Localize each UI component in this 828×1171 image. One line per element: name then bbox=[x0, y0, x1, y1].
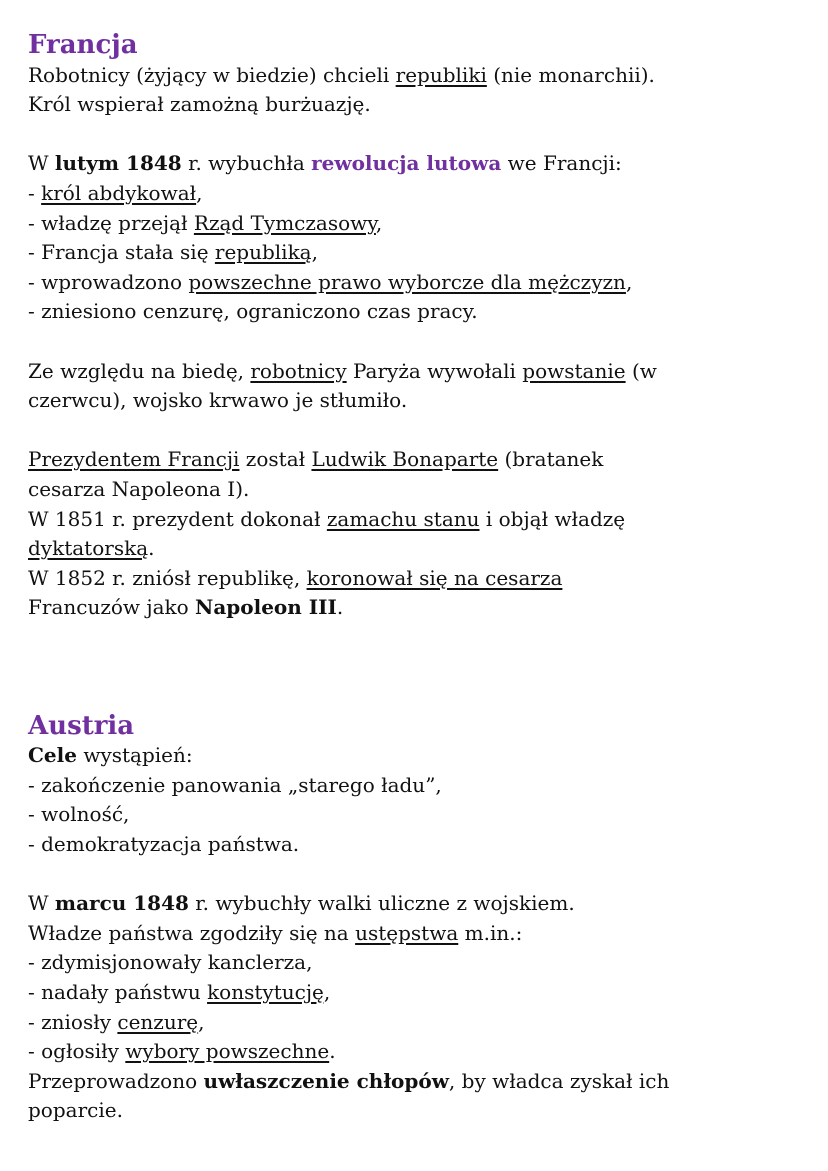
text-line bbox=[28, 1008, 669, 1038]
underlined-text: Ludwik Bonaparte bbox=[311, 447, 499, 472]
text-line bbox=[28, 179, 669, 209]
text-run: . bbox=[336, 595, 344, 620]
bold-text: Cele bbox=[28, 743, 77, 768]
highlighted-term: rewolucja lutowa bbox=[311, 151, 502, 176]
text-run: - ogłosiły bbox=[28, 1039, 126, 1064]
text-run: , by władca zyskał ich bbox=[448, 1068, 670, 1093]
text-run: - zniesiono cenzurę, ograniczono czas pracy. bbox=[28, 299, 478, 324]
section-heading: Austria bbox=[28, 710, 135, 741]
text-run: - demokratyzacja państwa. bbox=[28, 832, 300, 857]
text-run: - zakończenie panowania „starego ładu”, bbox=[28, 772, 442, 797]
underlined-text: cenzurę bbox=[117, 1009, 199, 1034]
document-body bbox=[28, 31, 669, 1126]
text-run: (w bbox=[625, 358, 657, 383]
text-run: Ze względu na biedę, bbox=[28, 358, 251, 383]
text-line bbox=[28, 61, 669, 91]
text-line bbox=[28, 90, 669, 120]
text-run: r. wybuchły walki uliczne z wojskiem. bbox=[188, 891, 575, 916]
text-line bbox=[28, 712, 669, 742]
bold-text: Napoleon III bbox=[195, 595, 337, 620]
text-run: - Francja stała się bbox=[28, 240, 215, 265]
text-line bbox=[28, 771, 669, 801]
text-run: Paryża wywołali bbox=[346, 358, 523, 383]
underlined-text: Rząd Tymczasowy bbox=[193, 210, 376, 235]
text-line bbox=[28, 31, 669, 61]
text-line bbox=[28, 445, 669, 475]
text-run: Władze państwa zgodziły się na bbox=[28, 920, 356, 945]
text-line bbox=[28, 948, 669, 978]
underlined-text: republiki bbox=[395, 62, 487, 87]
underlined-text: król abdykował bbox=[41, 180, 197, 205]
underlined-text: wybory powszechne bbox=[125, 1039, 330, 1064]
text-line bbox=[28, 505, 669, 535]
text-run: W bbox=[28, 151, 55, 176]
text-run: został bbox=[239, 447, 312, 472]
text-line bbox=[28, 534, 669, 564]
text-run: cesarza Napoleona I). bbox=[28, 476, 250, 501]
text-run: , bbox=[196, 180, 203, 205]
bold-text: lutym 1848 bbox=[54, 151, 182, 176]
text-run: , bbox=[375, 210, 383, 235]
text-run: we Francji: bbox=[501, 151, 622, 176]
underlined-text: Prezydentem Francji bbox=[28, 447, 240, 472]
bold-text: marcu 1848 bbox=[54, 891, 189, 916]
text-line bbox=[28, 209, 669, 239]
text-line bbox=[28, 741, 669, 771]
text-run: , bbox=[311, 240, 318, 265]
text-run: - wolność, bbox=[28, 802, 130, 827]
text-run: m.in.: bbox=[458, 920, 523, 945]
blank-line bbox=[28, 623, 669, 653]
text-line bbox=[28, 475, 669, 505]
underlined-text: dyktatorską bbox=[28, 536, 149, 561]
text-run: czerwcu), wojsko krwawo je stłumiło. bbox=[28, 388, 408, 413]
underlined-text: koronował się na cesarza bbox=[306, 565, 563, 590]
text-run: Król wspierał zamożną burżuazję. bbox=[28, 92, 371, 117]
blank-line bbox=[28, 652, 669, 682]
underlined-text: zamachu stanu bbox=[326, 506, 480, 531]
text-run: i objął władzę bbox=[479, 506, 626, 531]
text-run: r. wybuchła bbox=[181, 151, 312, 176]
underlined-text: ustępstwa bbox=[355, 920, 459, 945]
text-line bbox=[28, 889, 669, 919]
text-run: Francuzów jako bbox=[28, 595, 196, 620]
text-run: W 1851 r. prezydent dokonał bbox=[28, 506, 327, 531]
text-run: Przeprowadzono bbox=[28, 1068, 204, 1093]
bold-text: uwłaszczenie chłopów bbox=[203, 1068, 449, 1093]
text-line bbox=[28, 593, 669, 623]
blank-line bbox=[28, 416, 669, 446]
text-line bbox=[28, 297, 669, 327]
text-line bbox=[28, 1037, 669, 1067]
text-run: - władzę przejął bbox=[28, 210, 194, 235]
text-run: - bbox=[28, 180, 42, 205]
text-line bbox=[28, 357, 669, 387]
underlined-text: powstanie bbox=[522, 358, 626, 383]
blank-line bbox=[28, 120, 669, 150]
text-line bbox=[28, 919, 669, 949]
blank-line bbox=[28, 682, 669, 712]
text-line bbox=[28, 1067, 669, 1097]
text-line bbox=[28, 238, 669, 268]
text-run: . bbox=[329, 1039, 336, 1064]
text-run: , bbox=[625, 269, 633, 294]
text-run: - zdymisjonowały kanclerza, bbox=[28, 950, 313, 975]
text-line bbox=[28, 149, 669, 179]
text-run: , bbox=[323, 980, 331, 1004]
text-run: Robotnicy (żyjący w biedzie) chcieli bbox=[28, 62, 396, 87]
text-line bbox=[28, 800, 669, 830]
text-run: . bbox=[148, 536, 155, 561]
text-line bbox=[28, 1096, 669, 1126]
text-run: , bbox=[198, 1009, 205, 1034]
underlined-text: powszechne prawo wyborcze dla mężczyzn bbox=[188, 269, 626, 294]
blank-line bbox=[28, 327, 669, 357]
text-run: W 1852 r. zniósł republikę, bbox=[28, 565, 307, 590]
text-run: (nie monarchii). bbox=[486, 62, 655, 87]
text-line bbox=[28, 268, 669, 298]
text-run: - wprowadzono bbox=[28, 269, 189, 294]
underlined-text: konstytucję bbox=[207, 980, 324, 1004]
text-run: W bbox=[28, 891, 55, 916]
underlined-text: republiką bbox=[214, 240, 312, 265]
text-line bbox=[28, 564, 669, 594]
text-run: poparcie. bbox=[28, 1098, 123, 1123]
text-run: (bratanek bbox=[498, 447, 604, 472]
section-heading: Francja bbox=[28, 30, 138, 60]
text-line bbox=[28, 978, 669, 1008]
text-run: - nadały państwu bbox=[28, 980, 208, 1004]
text-line bbox=[28, 830, 669, 860]
text-run: - zniosły bbox=[28, 1009, 118, 1034]
text-run: wystąpień: bbox=[76, 743, 193, 768]
underlined-text: robotnicy bbox=[250, 358, 347, 383]
blank-line bbox=[28, 860, 669, 890]
text-line bbox=[28, 386, 669, 416]
